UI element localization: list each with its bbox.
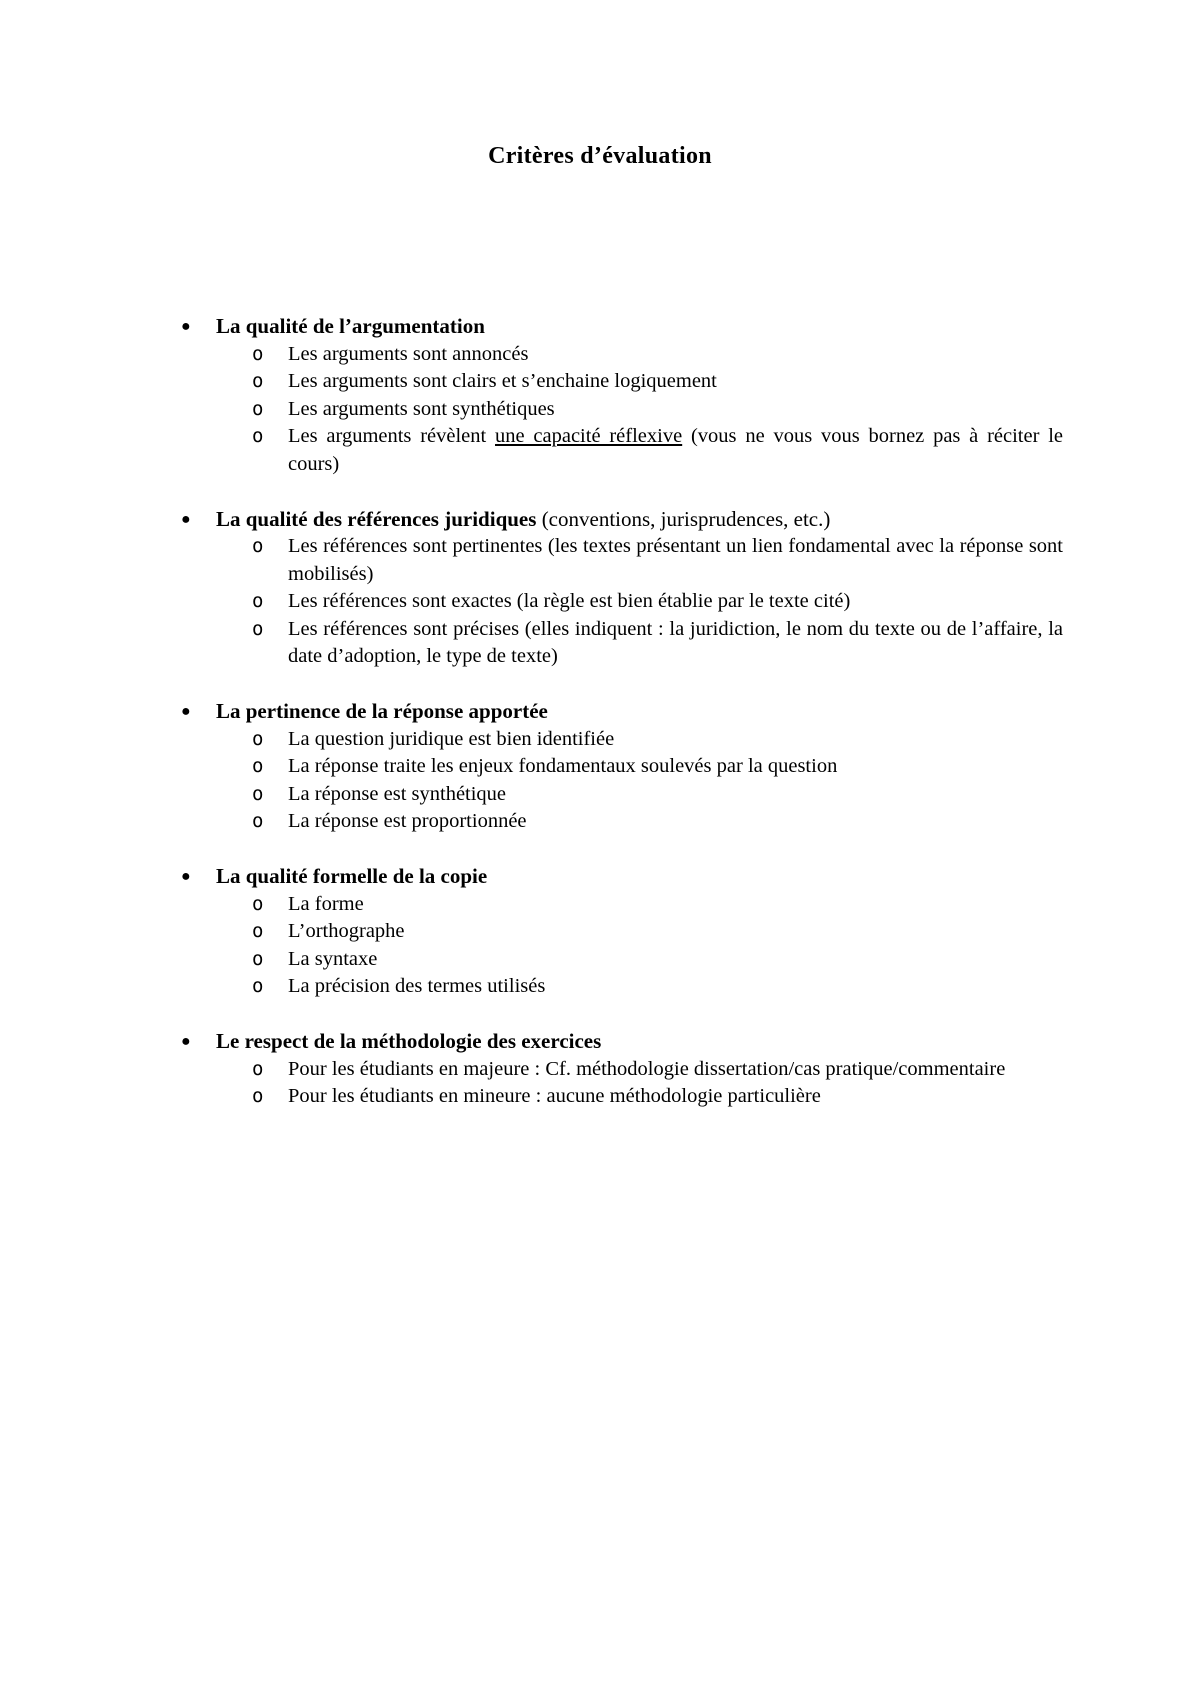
circle-bullet-icon: o <box>252 1057 264 1080</box>
criterion-heading <box>216 1028 1063 1056</box>
criterion-heading <box>216 698 1063 726</box>
list-item <box>216 753 1063 781</box>
list-item <box>216 973 1063 1001</box>
sub-list <box>216 533 1063 671</box>
circle-bullet-icon: o <box>252 892 264 915</box>
criteria-list <box>178 313 1063 1138</box>
criterion-heading-bold: La pertinence de la réponse apportée <box>216 699 548 723</box>
criterion-heading <box>216 506 1063 534</box>
list-item <box>216 368 1063 396</box>
list-item-text: La réponse est proportionnée <box>288 810 527 832</box>
list-item-text: Les arguments sont clairs et s’enchaine logiquement <box>288 370 717 392</box>
list-item-text: Les arguments sont annoncés <box>288 342 529 365</box>
criterion-heading-bold: La qualité de l’argumentation <box>216 314 485 338</box>
list-item-text: La question juridique est bien identifiée <box>288 727 615 750</box>
list-item-text: Les références sont exactes (la règle est bien établie par le texte cité) <box>288 590 851 612</box>
circle-bullet-icon: o <box>252 947 264 970</box>
criterion-references <box>178 506 1063 671</box>
criterion-heading-bold: La qualité des références juridiques <box>216 506 537 531</box>
sub-list <box>216 1056 1063 1111</box>
circle-bullet-icon: o <box>252 342 264 365</box>
circle-bullet-icon: o <box>252 617 264 640</box>
criterion-argumentation <box>178 313 1063 478</box>
list-item-text: Les références sont pertinentes (les textes présentant un lien fondamental avec la réponse sont mobilisés) <box>288 535 1063 585</box>
circle-bullet-icon: o <box>252 370 264 392</box>
bullet-icon: ● <box>181 868 191 885</box>
circle-bullet-icon: o <box>252 590 264 612</box>
criterion-heading-bold: Le respect de la méthodologie des exercices <box>216 1029 602 1053</box>
circle-bullet-icon: o <box>252 920 264 942</box>
list-item-text: La syntaxe <box>288 947 378 970</box>
sub-list <box>216 726 1063 836</box>
circle-bullet-icon: o <box>252 1085 264 1107</box>
list-item-text: L’orthographe <box>288 920 405 942</box>
list-item <box>216 726 1063 754</box>
list-item <box>216 946 1063 974</box>
criterion-formal-quality <box>178 863 1063 1001</box>
circle-bullet-icon: o <box>252 810 264 832</box>
sub-list <box>216 891 1063 1001</box>
circle-bullet-icon: o <box>252 535 264 557</box>
list-item <box>216 533 1063 588</box>
list-item-text: Les arguments sont synthétiques <box>288 397 555 420</box>
circle-bullet-icon: o <box>252 975 264 997</box>
criterion-heading <box>216 863 1063 891</box>
bullet-icon: ● <box>181 318 191 335</box>
list-item-text-before: Les arguments révèlent <box>288 425 496 447</box>
list-item <box>216 588 1063 616</box>
list-item-text: Pour les étudiants en mineure : aucune méthodologie particulière <box>288 1085 821 1107</box>
bullet-icon: ● <box>181 510 191 528</box>
list-item-text: La réponse est synthétique <box>288 782 507 805</box>
list-item <box>216 891 1063 919</box>
sub-list <box>216 341 1063 479</box>
list-item <box>216 396 1063 424</box>
list-item <box>216 616 1063 671</box>
list-item-text: Pour les étudiants en majeure : Cf. méthodologie dissertation/cas pratique/commentaire <box>288 1057 1006 1080</box>
list-item <box>216 808 1063 836</box>
circle-bullet-icon: o <box>252 727 264 750</box>
list-item <box>216 1083 1063 1111</box>
circle-bullet-icon: o <box>252 397 264 420</box>
list-item-underlined-text: une capacité réflexive <box>495 425 683 447</box>
list-item-text: Les références sont précises (elles indiquent : la juridiction, le nom du texte ou de l’affaire, la date d’adoption, le type de texte) <box>288 617 1063 667</box>
list-item <box>216 423 1063 478</box>
list-item <box>216 781 1063 809</box>
criterion-heading <box>216 313 1063 341</box>
circle-bullet-icon: o <box>252 755 264 777</box>
circle-bullet-icon: o <box>252 425 264 447</box>
list-item <box>216 1056 1063 1084</box>
list-item-text-after: (vous ne vous vous bornez pas à réciter le cours) <box>288 425 1064 475</box>
list-item-text: La forme <box>288 892 364 915</box>
circle-bullet-icon: o <box>252 782 264 805</box>
list-item <box>216 918 1063 946</box>
criterion-heading-bold: La qualité formelle de la copie <box>216 864 488 888</box>
document-title: Critères d’évaluation <box>488 143 712 169</box>
list-item-text: La précision des termes utilisés <box>288 975 546 997</box>
criterion-methodology <box>178 1028 1063 1111</box>
criterion-heading-suffix: (conventions, jurisprudences, etc.) <box>536 506 831 531</box>
list-item <box>216 341 1063 369</box>
bullet-icon: ● <box>181 703 191 720</box>
criterion-pertinence <box>178 698 1063 836</box>
bullet-icon: ● <box>181 1033 191 1050</box>
list-item-text: La réponse traite les enjeux fondamentaux soulevés par la question <box>288 755 838 777</box>
